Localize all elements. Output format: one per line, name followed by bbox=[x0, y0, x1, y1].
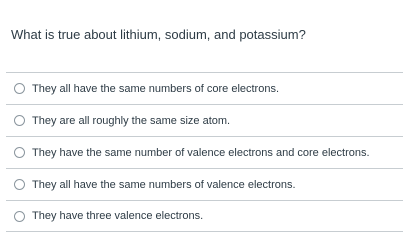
answer-option-3[interactable] bbox=[6, 136, 403, 168]
answer-option-2[interactable] bbox=[6, 104, 403, 136]
radio-button-icon[interactable] bbox=[14, 147, 25, 158]
radio-button-icon[interactable] bbox=[14, 179, 25, 190]
answer-label: They all have the same numbers of valence electrons. bbox=[32, 178, 296, 191]
question-text: What is true about lithium, sodium, and potassium? bbox=[11, 27, 306, 42]
radio-button-icon[interactable] bbox=[14, 115, 25, 126]
radio-button-icon[interactable] bbox=[14, 83, 25, 94]
answer-label: They have three valence electrons. bbox=[32, 210, 204, 222]
answer-label: They are all roughly the same size atom. bbox=[32, 114, 231, 127]
answer-label: They have the same number of valence electrons and core electrons. bbox=[32, 146, 370, 159]
answer-option-5[interactable] bbox=[6, 200, 403, 232]
radio-button-icon[interactable] bbox=[14, 211, 25, 222]
answer-option-1[interactable] bbox=[6, 72, 403, 104]
answer-list bbox=[6, 72, 403, 232]
answer-label: They all have the same numbers of core electrons. bbox=[32, 82, 280, 95]
answer-option-4[interactable] bbox=[6, 168, 403, 200]
